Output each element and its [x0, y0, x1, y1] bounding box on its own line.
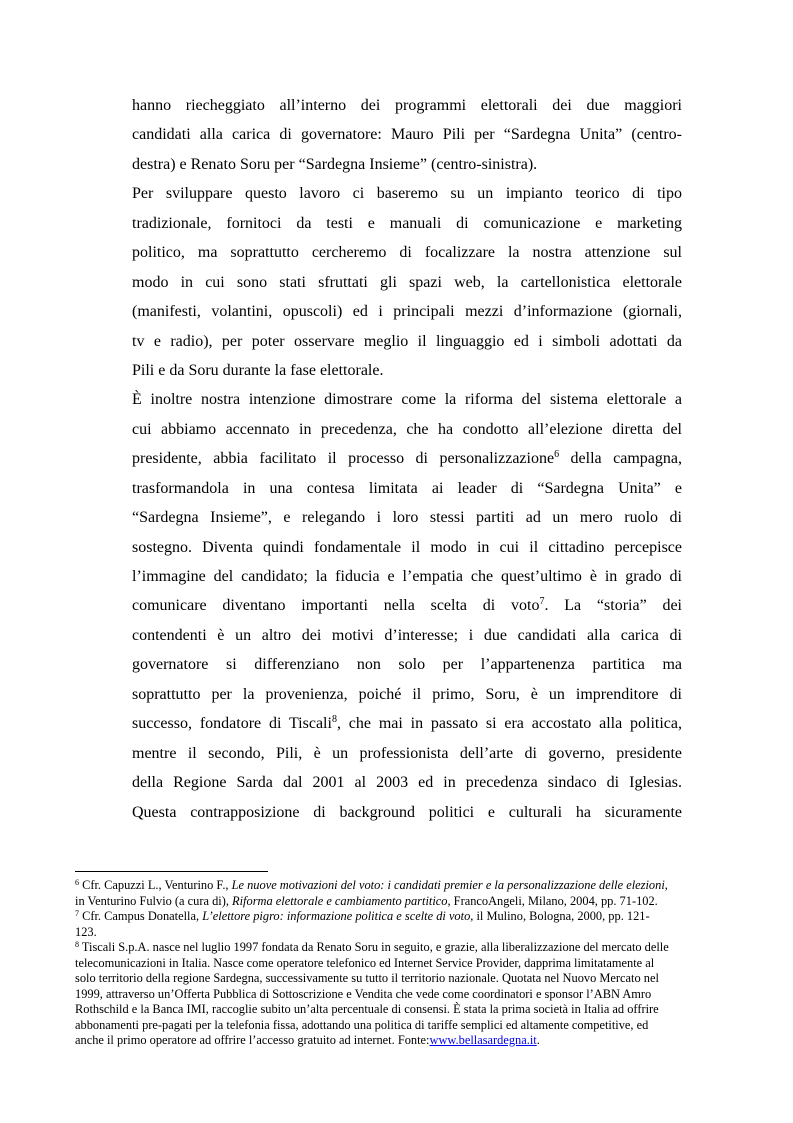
text-segment: .	[536, 1033, 540, 1047]
footnote-ref-8[interactable]: 8	[331, 714, 337, 726]
footnote-6-cont	[75, 894, 717, 910]
text-line: contendenti è un altro dei motivi d’interesse; i due candidati alla carica di	[132, 626, 682, 644]
text-line: È inoltre nostra intenzione dimostrare come la riforma del sistema elettorale a	[132, 391, 682, 409]
text-segment: Cfr. Campus Donatella,	[79, 909, 203, 923]
text-segment: il Mulino, Bologna, 2000, pp. 121-	[473, 909, 650, 923]
text-line: “Sardegna Insieme”, e relegando i loro stessi partiti ad un mero ruolo di	[132, 509, 682, 527]
text-segment: FrancoAngeli, Milano, 2004, pp. 71-102.	[450, 893, 658, 908]
text-line: Per sviluppare questo lavoro ci baseremo su un impianto teorico di tipo	[132, 185, 682, 203]
footnote-7-cont: 123.	[75, 924, 97, 939]
text-line: (manifesti, volantini, opuscoli) ed i principali mezzi d’informazione (giornali,	[132, 303, 682, 321]
footnote-8-line: solo territorio della regione Sardegna, successivamente su tutto il territorio nazionale. Quotata nel Nuovo Mercato nel	[75, 971, 659, 985]
footnotes	[75, 878, 717, 1049]
footnote-number: 6	[75, 878, 79, 887]
text-line: politico, ma soprattutto cercheremo di focalizzare la nostra attenzione sul	[132, 244, 682, 262]
cited-book: Riforma elettorale e cambiamento partitico,	[232, 893, 451, 908]
text-line: Questa contrapposizione di background politici e culturali ha sicuramente	[132, 803, 682, 821]
text-line: della Regione Sarda dal 2001 al 2003 ed in precedenza sindaco di Iglesias.	[132, 774, 682, 792]
text-line: destra) e Renato Soru per “Sardegna Insieme” (centro-sinistra).	[132, 155, 538, 173]
text-line: trasformandola in una contesa limitata ai leader di “Sardegna Unita” e	[132, 479, 682, 497]
text-line: hanno riecheggiato all’interno dei programmi elettorali dei due maggiori	[132, 97, 682, 114]
text-segment: anche il primo operatore ad offrire l’accesso gratuito ad internet. Fonte:	[75, 1033, 430, 1047]
text-line: cui abbiamo accennato in precedenza, che ha condotto all’elezione diretta del	[132, 420, 682, 438]
text-segment: . La “storia” dei	[544, 597, 683, 615]
text-line: governatore si differenziano non solo per l’appartenenza partitica ma	[132, 656, 682, 674]
text-segment: presidente, abbia facilitato il processo di personalizzazione	[132, 450, 555, 468]
footnote-ref-6[interactable]: 6	[554, 449, 560, 461]
footnote-separator	[75, 871, 268, 872]
text-line: candidati alla carica di governatore: Mauro Pili per “Sardegna Unita” (centro-	[132, 126, 682, 144]
text-segment: Tiscali S.p.A. nasce nel luglio 1997 fondata da Renato Soru in seguito, e grazie, alla liberalizzazione del mercato delle	[79, 940, 669, 954]
text-line: mentre il secondo, Pili, è un professionista dell’arte di governo, presidente	[132, 744, 682, 762]
footnote-number: 8	[75, 940, 79, 949]
footnote-7	[75, 909, 717, 925]
footnote-ref-7[interactable]: 7	[539, 596, 545, 608]
footnote-8-line: Rothschild e la Banca IMI, raccoglie subito un’alta percentuale di consensi. È stata la prima società in Italia ad offrire	[75, 1002, 659, 1016]
text-line	[132, 444, 682, 473]
source-link[interactable]: www.bellasardegna.it	[429, 1033, 537, 1047]
text-line: Pili e da Soru durante la fase elettorale.	[132, 361, 384, 379]
text-line	[132, 591, 682, 620]
footnote-8-line: 1999, attraverso un’Offerta Pubblica di Sottoscrizione e Vendita che vede come coordinatori e sponsor l’ABN Amro	[75, 986, 652, 1001]
text-line: tv e radio), per poter osservare meglio il linguaggio ed i simboli adottati da	[132, 332, 682, 350]
footnote-8	[75, 940, 717, 956]
footnote-6	[75, 878, 717, 894]
text-segment: della campagna,	[559, 450, 682, 468]
footnote-8-line: abbonamenti pre-pagati per la telefonia fissa, adottando una politica di tariffe semplici ed altamente competitive, ed	[75, 1017, 649, 1032]
footnote-8-line: telecomunicazioni in Italia. Nasce come operatore telefonico ed Internet Service Provider, dapprima limitatamente al	[75, 955, 655, 970]
cited-title: L’elettore pigro: informazione politica e scelte di voto,	[202, 909, 474, 923]
text-line: l’immagine del candidato; la fiducia e l’empatia che quest’ultimo è in grado di	[132, 568, 682, 585]
text-segment: in Venturino Fulvio (a cura di),	[75, 893, 233, 908]
text-segment: successo, fondatore di Tiscali	[132, 715, 332, 733]
cited-title: Le nuove motivazioni del voto: i candidati premier e la personalizzazione delle elezioni,	[231, 878, 668, 892]
text-line	[132, 709, 682, 738]
text-line: tradizionale, fornitoci da testi e manuali di comunicazione e marketing	[132, 214, 682, 232]
text-line: modo in cui sono stati sfruttati gli spazi web, la cartellonistica elettorale	[132, 273, 682, 291]
footnote-number: 7	[75, 909, 79, 918]
text-segment: comunicare diventano importanti nella scelta di voto	[132, 597, 540, 615]
text-line: sostegno. Diventa quindi fondamentale il modo in cui il cittadino percepisce	[132, 538, 682, 556]
text-segment: Cfr. Capuzzi L., Venturino F.,	[79, 878, 232, 892]
text-segment: , che mai in passato si era accostato alla politica,	[336, 715, 683, 733]
footnote-8-line	[75, 1033, 717, 1049]
text-line: soprattutto per la provenienza, poiché il primo, Soru, è un imprenditore di	[132, 685, 682, 703]
body-text	[132, 91, 682, 827]
